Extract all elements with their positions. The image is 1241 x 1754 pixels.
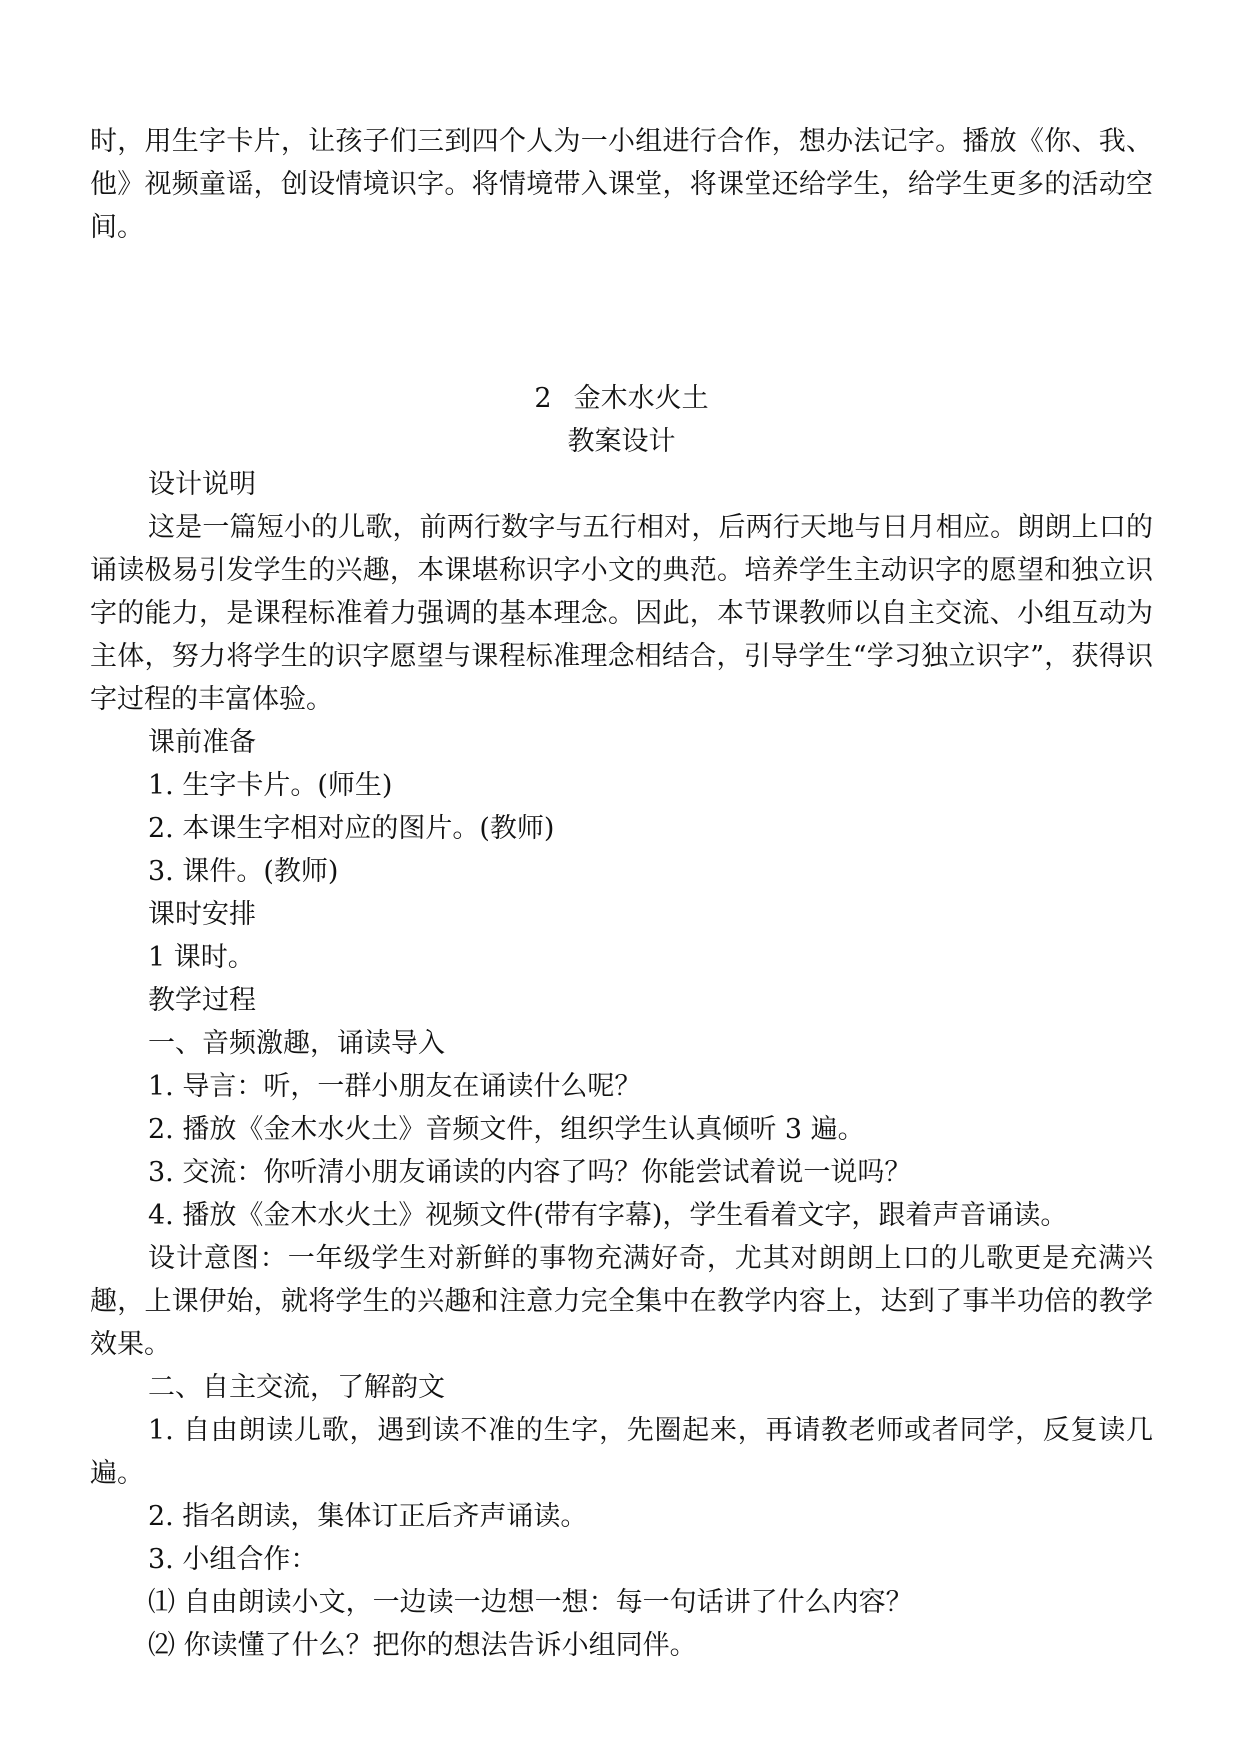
process-heading: 教学过程 [148, 985, 256, 1016]
preparation-item: 3. 课件。(教师) [148, 856, 339, 887]
section2-sub-item: ⑵ 你读懂了什么？把你的想法告诉小组同伴。 [148, 1630, 697, 1661]
lesson-subtitle: 教案设计 [567, 426, 676, 457]
design-note-heading: 设计说明 [148, 469, 256, 500]
section1-item: 4. 播放《金木水火土》视频文件(带有字幕)，学生看着文字，跟着声音诵读。 [148, 1200, 1068, 1231]
section2-heading: 二、自主交流，了解韵文 [148, 1372, 445, 1403]
section2-item: 1. 自由朗读儿歌，遇到读不准的生字，先圈起来，再请教老师或者同学，反复读几遍。 [90, 1415, 1153, 1489]
section2-item: 2. 指名朗读，集体订正后齐声诵读。 [148, 1501, 588, 1532]
schedule-heading: 课时安排 [148, 899, 256, 930]
lesson-body [90, 463, 1153, 1667]
section1-intent: 设计意图：一年级学生对新鲜的事物充满好奇，尤其对朗朗上口的儿歌更是充满兴趣，上课伊始，就将学生的兴趣和注意力完全集中在教学内容上，达到了事半功倍的教学效果。 [90, 1243, 1153, 1360]
preparation-item: 1. 生字卡片。(师生) [148, 770, 393, 801]
section2-item: 3. 小组合作： [148, 1544, 318, 1575]
intro-paragraph: 时，用生字卡片，让孩子们三到四个人为一小组进行合作，想办法记字。播放《你、我、他》视频童谣，创设情境识字。将情境带入课堂，将课堂还给学生，给学生更多的活动空间。 [90, 126, 1153, 243]
section1-item: 1. 导言：听，一群小朋友在诵读什么呢？ [148, 1071, 642, 1102]
intro-block [90, 0, 1153, 249]
preparation-item: 2. 本课生字相对应的图片。(教师) [148, 813, 555, 844]
schedule-text: 1 课时。 [148, 942, 255, 973]
section1-item: 2. 播放《金木水火土》音频文件，组织学生认真倾听 3 遍。 [148, 1114, 865, 1145]
preparation-heading: 课前准备 [148, 727, 256, 758]
lesson-title-block [90, 377, 1153, 463]
lesson-name: 金木水火土 [573, 383, 709, 414]
section1-heading: 一、音频激趣，诵读导入 [148, 1028, 445, 1059]
section2-sub-item: ⑴ 自由朗读小文，一边读一边想一想：每一句话讲了什么内容？ [148, 1587, 913, 1618]
design-note-text: 这是一篇短小的儿歌，前两行数字与五行相对，后两行天地与日月相应。朗朗上口的诵读极易引发学生的兴趣，本课堪称识字小文的典范。培养学生主动识字的愿望和独立识字的能力，是课程标准着力强调的基本理念。因此，本节课教师以自主交流、小组互动为主体，努力将学生的识字愿望与课程标准理念相结合，引导学生“学习独立识字”，获得识字过程的丰富体验。 [90, 512, 1153, 715]
lesson-title [90, 377, 1153, 420]
lesson-number: 2 [534, 383, 552, 414]
section1-item: 3. 交流：你听清小朋友诵读的内容了吗？你能尝试着说一说吗？ [148, 1157, 912, 1188]
